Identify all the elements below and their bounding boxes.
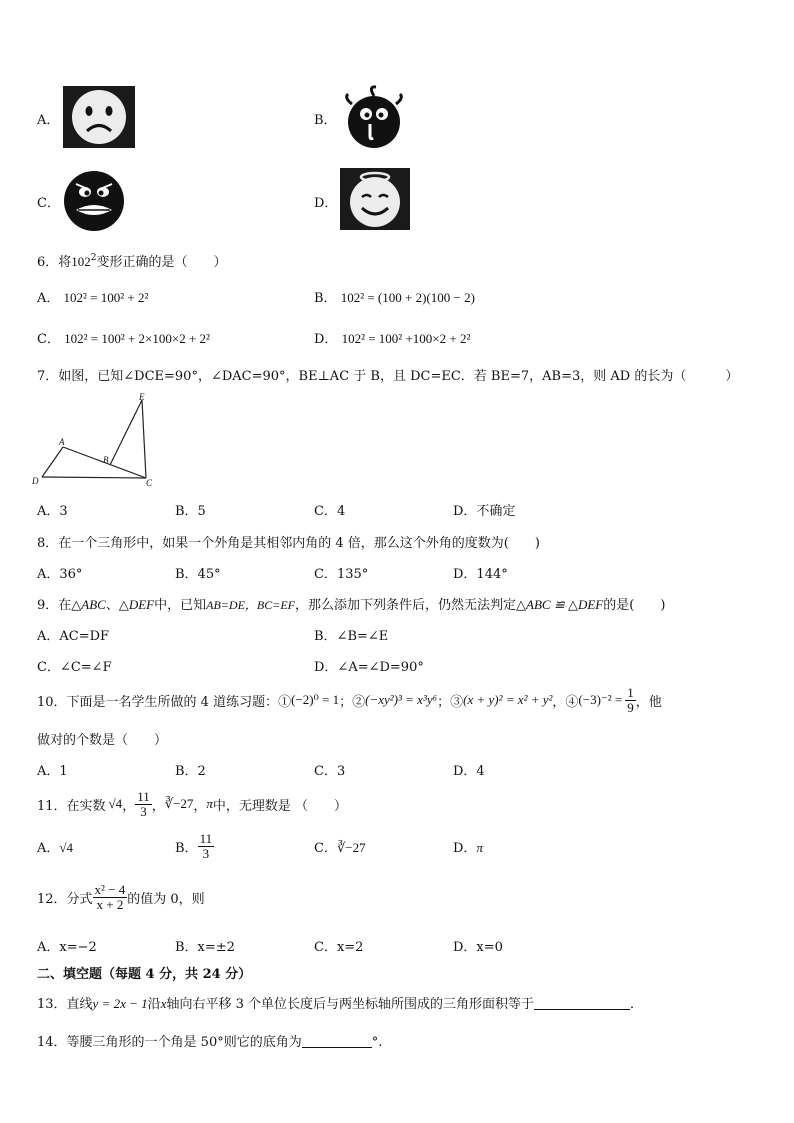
q11-option-a: A．√4	[37, 840, 74, 856]
q8-option-d: D．144°	[453, 567, 508, 582]
q7-option-a: A．3	[37, 504, 68, 519]
q10-stem: 10．下面是一名学生所做的 4 道练习题：① (−2)⁰ = 1 ；② (−xy²)³ = x³y⁶ ；③ (x + y)² = x² + y² ，④ (−3)⁻² = $\frac{1}{9}$ ，他	[37, 684, 662, 715]
q10-option-a: A．1	[37, 764, 68, 779]
q6-stem: 6．将$102^2$变形正确的是（ ）	[37, 253, 227, 270]
q9-option-c: C．∠C=∠F	[37, 660, 112, 675]
q6-option-b: B． 102² = (100 + 2)(100 − 2)	[314, 290, 475, 306]
q12-option-d: D．x=0	[453, 940, 503, 955]
q12-stem: 12．分式 $\frac{\text{x² − 4}}{x + 2}$ 的值为 0，则	[37, 881, 205, 912]
q7-stem: 7．如图，已知∠DCE=90°，∠DAC=90°，BE⊥AC 于 B，且 DC=EC．若 BE=7，AB=3，则 AD 的长为（ ）	[37, 369, 739, 384]
q9-option-a: A．AC=DF	[37, 629, 110, 644]
q5-option-c-label: C．	[37, 196, 60, 211]
q7-label-d: D	[32, 476, 39, 486]
q6-option-c: C． 102² = 100² + 2×100×2 + 2²	[37, 331, 210, 347]
q7-label-c: C	[146, 478, 153, 488]
q10-option-d: D．4	[453, 764, 485, 779]
angel-face-icon	[340, 168, 410, 230]
q7-option-d: D．不确定	[453, 504, 516, 519]
q12-option-a: A．x=−2	[37, 940, 97, 955]
q8-option-b: B．45°	[175, 567, 221, 582]
q14-stem: 14．等腰三角形的一个角是 50°则它的底角为 °.	[37, 1035, 383, 1050]
q7-label-a: A	[59, 437, 65, 447]
q11-option-c: C．∛−27	[314, 840, 366, 856]
q10-option-c: C．3	[314, 764, 346, 779]
q9-option-b: B．∠B=∠E	[314, 629, 389, 644]
q11-option-b: B． $\frac{11}{3}$	[175, 830, 213, 861]
q10-option-b: B．2	[175, 764, 206, 779]
angry-face-icon	[60, 168, 128, 232]
q11-stem: 11．在实数 √4 ， $\frac{11}{3}$ ， ∛−27 ， π 中，无理数是 （ ）	[37, 788, 348, 819]
crying-face-icon	[340, 84, 408, 150]
q13-answer-blank[interactable]	[534, 997, 630, 1010]
q11-option-d: D．π	[453, 840, 483, 856]
q7-triangle-figure	[30, 390, 160, 490]
q8-option-c: C．135°	[314, 567, 369, 582]
q5-option-b-label: B．	[314, 113, 337, 128]
q5-option-a-label: A．	[37, 113, 60, 128]
q14-answer-blank[interactable]	[302, 1035, 372, 1048]
q13-stem: 13．直线y = 2x − 1沿x轴向右平移 3 个单位长度后与两坐标轴所围成的三角形面积等于 ．	[37, 996, 643, 1012]
sad-face-icon	[63, 86, 135, 148]
q7-option-c: C．4	[314, 504, 346, 519]
q6-option-d: D． 102² = 100² +100×2 + 2²	[314, 331, 471, 347]
section-2-title: 二、填空题（每题 4 分，共 24 分）	[37, 967, 252, 982]
q7-label-e: E	[139, 392, 145, 402]
q9-option-d: D．∠A=∠D=90°	[314, 660, 424, 675]
q10-stem-line2: 做对的个数是（ ）	[37, 733, 168, 748]
q6-option-a: A． 102² = 100² + 2²	[37, 290, 149, 306]
q8-stem: 8．在一个三角形中，如果一个外角是其相邻内角的 4 倍，那么这个外角的度数为( )	[37, 536, 540, 551]
q7-label-b: B	[103, 455, 109, 465]
q8-option-a: A．36°	[37, 567, 83, 582]
q9-stem: 9．在△ABC、△DEF中，已知AB=DE，BC=EF，那么添加下列条件后，仍然无法判定△ABC ≌ △DEF的是( )	[37, 597, 666, 613]
q12-option-c: C．x=2	[314, 940, 364, 955]
q12-option-b: B．x=±2	[175, 940, 235, 955]
q5-option-d-label: D．	[314, 196, 338, 211]
q7-option-b: B．5	[175, 504, 206, 519]
